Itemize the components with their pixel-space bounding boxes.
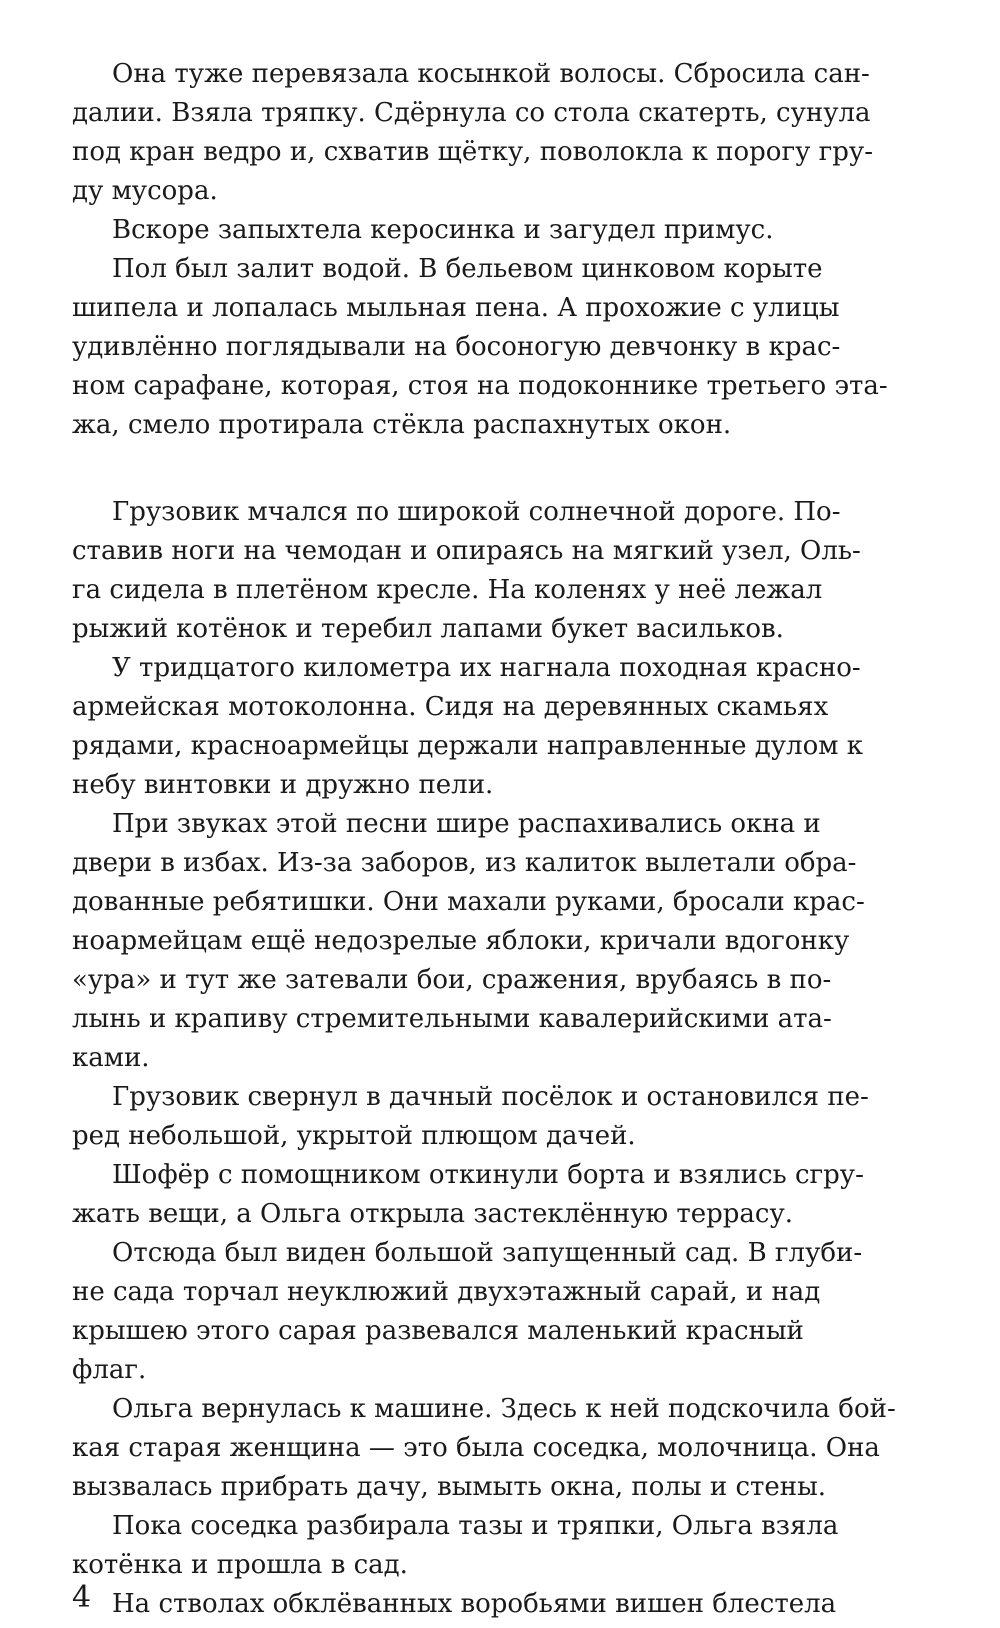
text-line: шипела и лопалась мыльная пена. А прохожие с улицы [72, 293, 840, 323]
text-line: вызвалась прибрать дачу, вымыть окна, полы и стены. [72, 1472, 827, 1502]
text-line: ками. [72, 1043, 150, 1073]
text-line: Отсюда был виден большой запущенный сад. В глуби- [112, 1238, 863, 1268]
text-line: ставив ноги на чемодан и опираясь на мягкий узел, Оль- [72, 536, 861, 566]
text-line: Пока соседка разбирала тазы и тряпки, Ольга взяла [112, 1511, 839, 1541]
text-line: Вскоре запыхтела керосинка и загудел примус. [112, 215, 774, 245]
text-line: ноармейцам ещё недозрелые яблоки, кричали вдогонку [72, 926, 850, 956]
text-line: При звуках этой песни шире распахивались окна и [112, 809, 821, 839]
text-line: армейская мотоколонна. Сидя на деревянных скамьях [72, 692, 829, 722]
text-line: кая старая женщина — это была соседка, молочница. Она [72, 1433, 880, 1463]
text-line: флаг. [72, 1355, 147, 1385]
text-line: крышею этого сарая развевался маленький красный [72, 1316, 804, 1346]
text-line: жа, смело протирала стёкла распахнутых окон. [72, 410, 732, 440]
page-number: 4 [72, 1580, 92, 1615]
text-line: Грузовик мчался по широкой солнечной дороге. По- [112, 497, 841, 527]
text-line: дованные ребятишки. Они махали руками, бросали крас- [72, 887, 865, 917]
text-line: Ольга вернулась к машине. Здесь к ней подскочила бой- [112, 1394, 896, 1424]
text-line: На стволах обклёванных воробьями вишен блестела [112, 1589, 837, 1619]
text-line: Она туже перевязала косынкой волосы. Сбросила сан- [112, 59, 870, 89]
text-line: Грузовик свернул в дачный посёлок и остановился пе- [112, 1082, 869, 1112]
text-line: ду мусора. [72, 176, 218, 206]
text-line: «ура» и тут же затевали бои, сражения, врубаясь в по- [72, 965, 832, 995]
text-line: котёнка и прошла в сад. [72, 1550, 408, 1580]
text-line: удивлённо поглядывали на босоногую девчонку в крас- [72, 332, 841, 362]
text-line: У тридцатого километра их нагнала походная красно- [112, 653, 861, 683]
text-line: рядами, красноармейцы держали направленные дулом к [72, 731, 863, 761]
text-line: рыжий котёнок и теребил лапами букет васильков. [72, 614, 784, 644]
text-line: далии. Взяла тряпку. Сдёрнула со стола скатерть, сунула [72, 98, 871, 128]
text-line: не сада торчал неуклюжий двухэтажный сарай, и над [72, 1277, 821, 1307]
text-line: лынь и крапиву стремительными кавалерийскими ата- [72, 1004, 832, 1034]
text-line: ред небольшой, укрытой плющом дачей. [72, 1121, 636, 1151]
text-line: Пол был залит водой. В бельевом цинковом корыте [112, 254, 823, 284]
text-line: га сидела в плетёном кресле. На коленях у неё лежал [72, 575, 823, 605]
text-line: Шофёр с помощником откинули борта и взялись сгру- [112, 1160, 864, 1190]
text-line: небу винтовки и дружно пели. [72, 770, 494, 800]
text-line: под кран ведро и, схватив щётку, поволокла к порогу гру- [72, 137, 873, 167]
text-line: жать вещи, а Ольга открыла застеклённую террасу. [72, 1199, 794, 1229]
text-line: ном сарафане, которая, стоя на подоконнике третьего эта- [72, 371, 888, 401]
text-line: двери в избах. Из-за заборов, из калиток вылетали обра- [72, 848, 857, 878]
